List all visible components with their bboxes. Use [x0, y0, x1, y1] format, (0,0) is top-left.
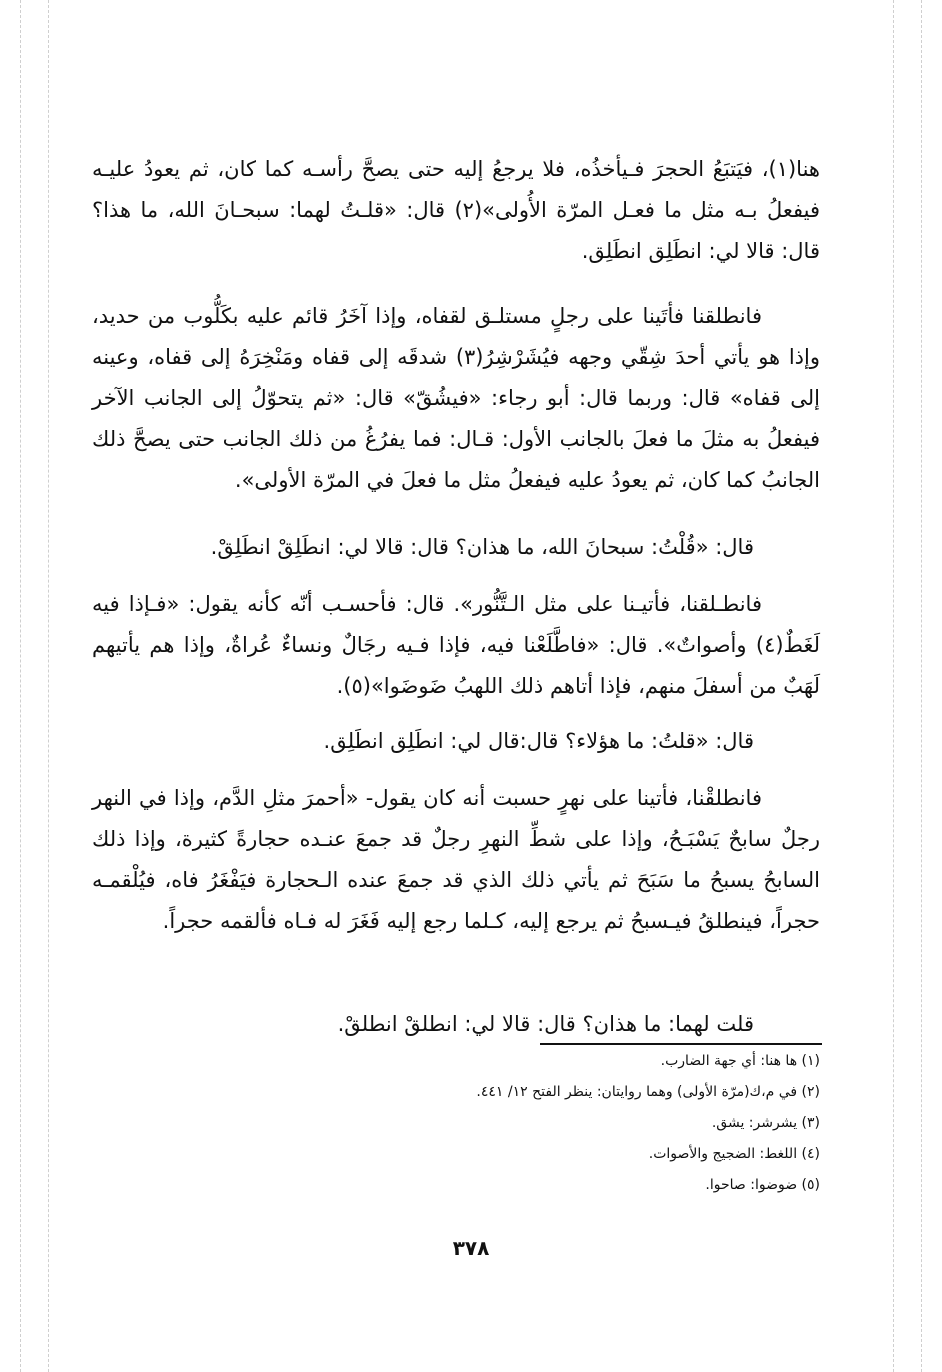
footnote-5: (٥) ضوضوا: صاحوا.	[705, 1177, 820, 1193]
paragraph-3: قال: «قُلْتُ: سبحانَ الله، ما هذان؟ قال: قالا لي: انطَلِقْ انطَلِقْ.	[210, 535, 754, 559]
footnotes	[300, 1046, 820, 1201]
page-guide-line	[20, 0, 21, 1372]
paragraph-7: قلت لهما: ما هذان؟ قال: قالا لي: انطلقْ انطلقْ.	[337, 1012, 754, 1036]
paragraph-2: فانطلقنا فأتَينا على رجلٍ مستلـق لقفاه، وإذا آخَرُ قائم عليه بكَلُّوب من حديد، وإذا هو يأتي أحدَ شِقّي وجهه فيُشَرْشِرُ(٣) شدقَه إلى قفاه ومَنْخِرَهُ إلى قفاه، وعينه إلى قفاه» قال: وربما قال: أبو رجاء: «فيشُقّ» قال: «ثم يتحوّلُ إلى الجانب الآخر فيفعلُ به مثلَ ما فعلَ بالجانب الأول: قـال: فما يفرُغُ من ذلك الجانب حتى يصحَّ ذلك الجانبُ كما كان، ثم يعودُ عليه فيفعلُ مثل ما فعلَ في المرّة الأولى».	[92, 304, 820, 492]
footnote-1: (١) ها هنا: أي جهة الضارب.	[660, 1053, 820, 1069]
page-number: ٣٧٨	[452, 1236, 490, 1260]
page-guide-line	[921, 0, 922, 1372]
paragraph-4: فانطـلقنا، فأتيـنا على مثل الـتَّنُّور». قال: فأحسـب أنّه كأنه يقول: «فـإذا فيه لَغَطٌ(٤) وأصواتٌ». قال: «فاطَّلَعْنا فيه، فإذا فـيه رجَالٌ ونساءٌ عُراةٌ، وإذا هم يأتيهم لَهَبٌ من أسفلَ منهم، فإذا أتاهم ذلك اللهبُ ضَوضَوا»(٥).	[92, 592, 820, 698]
footnote-4: (٤) اللغط: الضجيج والأصوات.	[648, 1146, 820, 1162]
footnote-divider	[540, 1043, 822, 1045]
page-guide-line	[48, 0, 49, 1372]
paragraph-5: قال: «قلتُ: ما هؤلاء؟ قال:قال لي: انطَلِق انطَلِق.	[323, 729, 754, 753]
footnote-3: (٣) يشرشر: يشق.	[711, 1115, 820, 1131]
footnote-2: (٢) في م،ك(مرّة الأولى) وهما روايتان: ينظر الفتح ١٢/ ٤٤١.	[476, 1084, 820, 1100]
page-guide-line	[893, 0, 894, 1372]
paragraph-1: هنا(١)، فيَتبَعُ الحجرَ فـيأخذُه، فلا يرجعُ إليه حتى يصحَّ رأسـه كما كان، ثم يعودُ عليـه فيفعلُ بـه مثل ما فعـل المرّة الأُولى»(٢) قال: «قلـتُ لهما: سبحـانَ الله، ما هذا؟قال: قالا لي: انطَلِق انطَلِق.	[92, 157, 820, 263]
paragraph-6: فانطلقْنا، فأتينا على نهرٍ حسبت أنه كان يقول- «أحمرَ مثلِ الدَّم، وإذا في النهر رجلٌ سابحٌ يَسْبَـحُ، وإذا على شطِّ النهرِ رجلٌ قد جمعَ عنـده حجارةً كثيرة، وإذا ذلك السابحُ يسبحُ ما سَبَحَ ثم يأتي ذلك الذي قد جمعَ عنده الـحجارة فيَفْغَرُ فاه، فيُلْقمـه حجراً، فينطلقُ فيـسبحُ ثم يرجع إليه، كـلما رجع إليه فَغَرَ له فـاه فألقمه حجراً.	[92, 786, 820, 933]
